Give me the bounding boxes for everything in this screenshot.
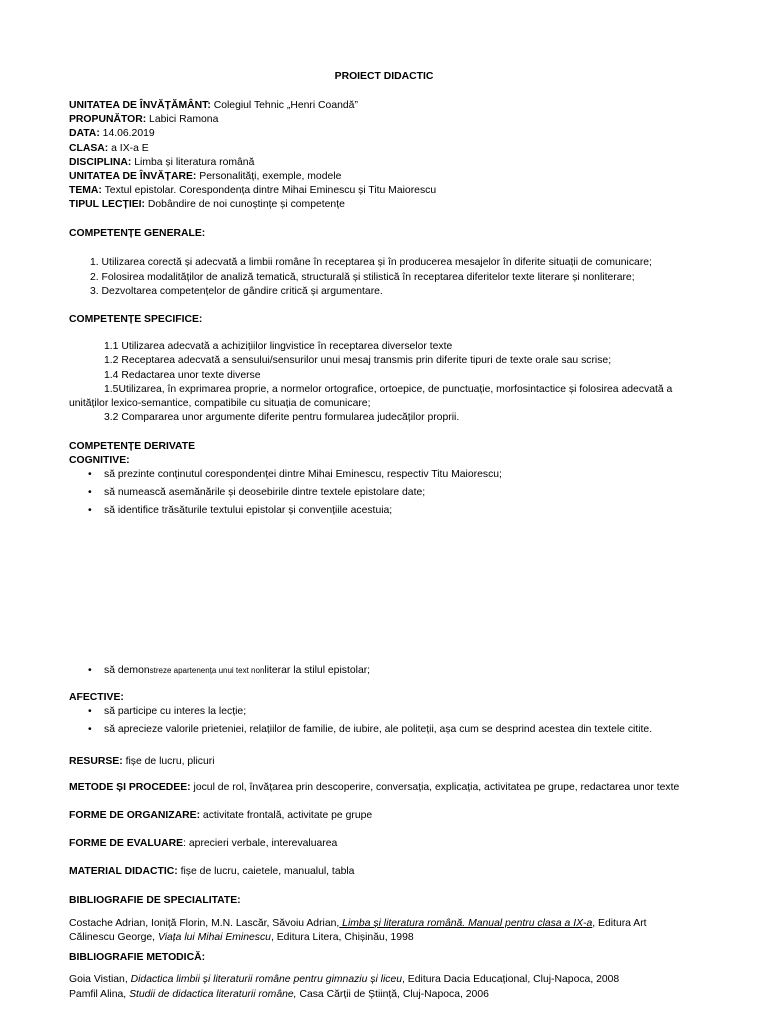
info-theme [69, 184, 436, 198]
entry-title: Viața lui Mihai Eminescu [157, 932, 271, 943]
entry-title: Didactica limbii și literaturii române pentru gimnaziu și liceu [130, 974, 403, 985]
entry-publisher: , Editura Dacia Educațional, Cluj-Napoca, 2008 [402, 974, 620, 985]
lesson-info [69, 99, 436, 213]
info-teacher [69, 113, 436, 127]
entry-authors: Călinescu George, [69, 932, 158, 943]
list-item: 1.2 Receptarea adecvată a sensului/sensurilor unui mesaj transmis prin diferite tipuri de texte orale sau scrise; [104, 355, 612, 367]
resources-line [69, 755, 215, 769]
list-item: 1.5Utilizarea, în exprimarea proprie, a normelor ortografice, ortoepice, de punctuație, morfosintactice și folosirea adecvată a [104, 383, 673, 395]
info-value: Personalități, exemple, modele [196, 170, 342, 182]
info-lesson-type [69, 198, 436, 212]
bibliography-entry [69, 973, 619, 987]
material-line [69, 865, 354, 879]
bullet-icon: • [88, 505, 92, 516]
field-label: FORME DE EVALUARE [69, 838, 184, 849]
field-label: METODE ȘI PROCEDEE: [69, 782, 191, 793]
info-value: Limba și literatura română [131, 156, 255, 168]
field-label: MATERIAL DIDACTIC: [69, 866, 178, 877]
entry-publisher: , Editura Art [592, 918, 647, 929]
entry-title: Studii de didactica literaturii române, [129, 989, 297, 1000]
field-label: FORME DE ORGANIZARE: [69, 810, 201, 821]
info-label: TEMA: [69, 185, 102, 197]
derived-competences-heading: COMPETENȚE DERIVATE [69, 441, 196, 452]
info-date [69, 127, 436, 141]
general-competences-heading: COMPETENȚE GENERALE: [69, 228, 206, 239]
info-label: DISCIPLINA: [69, 156, 132, 168]
list-item: 3.2 Compararea unor argumente diferite pentru formularea judecăților proprii. [104, 412, 460, 424]
field-value: fișe de lucru, caietele, manualul, tabla [177, 866, 355, 877]
list-item [88, 468, 502, 486]
evaluation-line [69, 837, 337, 851]
list-item [88, 664, 370, 682]
item-text-b: streze apartenența unui text non [149, 666, 265, 675]
list-item [88, 504, 502, 522]
list-item-continuation: unităților lexico-semantice, compatibile cu situația de comunicare; [69, 398, 371, 410]
info-label: CLASA: [69, 142, 109, 154]
item-text: să identifice trăsăturile textului epistolar și convențiile acestuia; [104, 505, 393, 516]
cognitive-list-continued [88, 664, 370, 682]
list-item: 3. Dezvoltarea competențelor de gândire critică și argumentare. [90, 286, 383, 297]
item-text: să aprecieze valorile prieteniei, relațiilor de familie, de iubire, ale politeții, așa cum se desprind acestea din textele citite. [104, 724, 653, 735]
bullet-icon: • [88, 487, 92, 498]
list-item: 2. Folosirea modalităților de analiză tematică, structurală și stilistică în receptarea diferitelor texte literare și nonliterare; [90, 271, 635, 283]
entry-authors: Goia Vistian, [69, 974, 131, 985]
cognitive-list [88, 468, 502, 522]
organization-line [69, 809, 372, 823]
affective-list [88, 705, 652, 741]
info-label: TIPUL LECȚIEI: [69, 199, 146, 211]
info-value: Colegiul Tehnic „Henri Coandă” [210, 100, 358, 111]
item-text-c: literar la stilul epistolar; [264, 665, 371, 676]
field-value: fișe de lucru, plicuri [122, 756, 215, 767]
bibliography-entry [69, 988, 489, 1002]
list-item: 1.1 Utilizarea adecvată a achizițiilor lingvistice în receptarea diverselor texte [104, 341, 453, 352]
affective-heading: AFECTIVE: [69, 692, 124, 703]
info-label: PROPUNĂTOR: [69, 114, 147, 126]
info-value: Dobândire de noi cunoștințe și competențe [145, 199, 345, 211]
list-item [88, 705, 652, 723]
entry-publisher: Casa Cărții de Știință, Cluj-Napoca, 2006 [296, 989, 489, 1000]
info-learning-unit [69, 170, 436, 184]
specific-competences-list [69, 340, 672, 426]
list-item [88, 486, 502, 504]
field-value: jocul de rol, învățarea prin descoperire, conversația, explicația, activitatea pe grupe, redactarea unor texte [190, 782, 680, 793]
item-text-a: să demon [104, 665, 150, 676]
bibliography-specialty-heading: BIBLIOGRAFIE DE SPECIALITATE: [69, 895, 241, 906]
bibliography-methodical-heading: BIBLIOGRAFIE METODICĂ: [69, 952, 206, 963]
bullet-icon: • [88, 469, 92, 480]
item-text: să numească asemănările și deosebirile dintre textele epistolare date; [104, 487, 426, 498]
list-item [88, 723, 652, 741]
list-item: 1.4 Redactarea unor texte diverse [104, 369, 261, 381]
entry-publisher: , Editura Litera, Chișinău, 1998 [270, 932, 414, 943]
info-discipline [69, 156, 436, 170]
info-label: DATA: [69, 128, 100, 140]
bullet-icon: • [88, 706, 92, 717]
bibliography-entry [69, 917, 647, 931]
entry-authors: Costache Adrian, Ioniță Florin, M.N. Lascăr, Săvoiu Adrian, [69, 918, 340, 929]
field-value: activitate frontală, activitate pe grupe [200, 810, 373, 821]
info-class [69, 142, 436, 156]
bullet-icon: • [88, 724, 92, 735]
cognitive-heading: COGNITIVE: [69, 455, 130, 466]
item-text: să participe cu interes la lecție; [104, 706, 247, 717]
info-value: Textul epistolar. Corespondența dintre Mihai Eminescu și Titu Maiorescu [101, 185, 437, 197]
entry-authors: Pamfil Alina, [69, 989, 130, 1000]
item-text: să prezinte conținutul corespondenței dintre Mihai Eminescu, respectiv Titu Maiorescu; [104, 469, 502, 480]
info-value: a IX-a E [108, 142, 149, 154]
document-title: PROIECT DIDACTIC [334, 71, 434, 82]
specific-competences-heading: COMPETENȚE SPECIFICE: [69, 314, 203, 325]
bibliography-entry [69, 931, 414, 945]
entry-title: Limba și literatura română. Manual pentru clasa a IX-a [339, 918, 593, 929]
info-label: UNITATEA DE ÎNVĂȚARE: [69, 170, 197, 182]
info-school [69, 99, 436, 113]
info-label: UNITATEA DE ÎNVĂȚĂMÂNT: [69, 100, 211, 111]
field-value: : aprecieri verbale, interevaluarea [183, 838, 338, 849]
info-value: Labici Ramona [146, 114, 219, 126]
methods-line [69, 781, 679, 795]
field-label: RESURSE: [69, 756, 123, 767]
list-item: 1. Utilizarea corectă și adecvată a limbii române în receptarea și în producerea mesajelor în diferite situații de comunicare; [90, 257, 652, 268]
info-value: 14.06.2019 [99, 128, 155, 140]
bullet-icon: • [88, 665, 92, 676]
general-competences-list [90, 256, 652, 300]
